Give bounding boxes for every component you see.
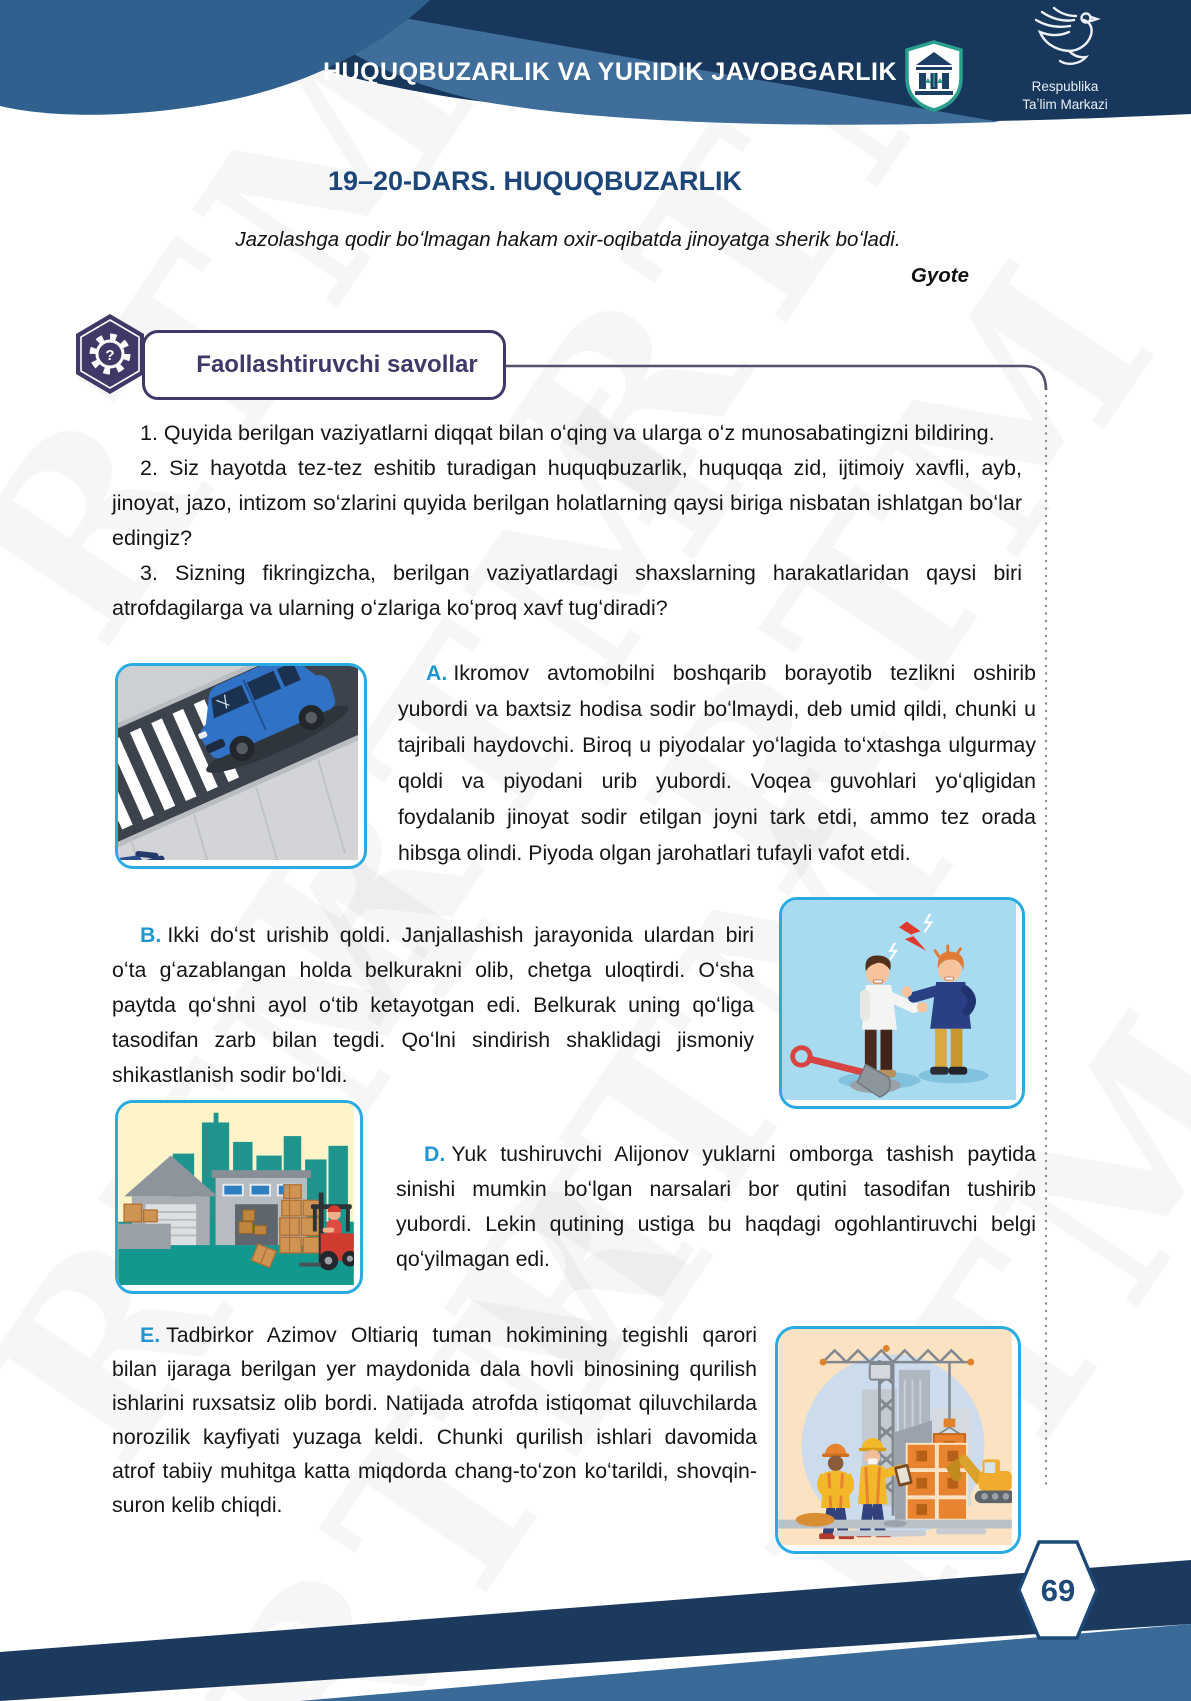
activator-questions (112, 416, 1022, 626)
case-e-label: E. (140, 1323, 161, 1347)
question-2: 2. Siz hayotda tez-tez eshitib turadigan huquqbuzarlik, huquqqa zid, ijtimoiy xavfli, ayb, jinoyat, jazo, intizom soʻzlarini quyida berilgan holatlarning qaysi biriga nisbatan ishlatgan boʻlar edingiz? (112, 456, 1022, 550)
illustration-warehouse (115, 1100, 363, 1294)
case-a-body: Ikromov avtomobilni boshqarib borayotib tezlikni oshirib yubordi va baxtsiz hodisa sodir boʻlmaydi, deb umid qildi, chunki u tajribali haydovchi. Biroq u piyodalar yoʻlagida toʻxtashga ulgurmay qoldi va piyodani urib yubordi. Voqea guvohlari yoʻqligidan foydalanib jinoyat sodir etilgan joyni tark etdi, ammo tez orada hibsga olindi. Piyoda olgan jarohatlari tufayli vafot etdi. (398, 661, 1036, 865)
case-a-label: A. (426, 661, 448, 685)
footer-band (0, 1530, 1191, 1701)
case-b-body: Ikki doʻst urishib qoldi. Janjallashish jarayonida ulardan biri oʻta gʻazablangan holda belkurakni olib, chetga uloqtirdi. Oʻsha paytda qoʻshni ayol oʻtib ketayotgan edi. Belkurak uning qoʻliga tasodifan zarb bilan tegdi. Qoʻlni sindirish shaklidagi jismoniy shikastlanish sodir boʻldi. (112, 923, 754, 1087)
case-e-body: Tadbirkor Azimov Oltiariq tuman hokimining tegishli qarori bilan ijaraga berilgan yer maydonida dala hovli binosining qurilish ishlarini ruxsatsiz olib bordi. Natijada atrofda istiqomat qiluvchilarda norozilik kayfiyati yuzaga keldi. Chunki qurilish ishlari davomida atrof tabiiy muhitga katta miqdorda chang-toʻzon koʻtarildi, shovqin-suron kelib chiqdi. (112, 1323, 757, 1517)
lesson-title: 19–20-DARS. HUQUQBUZARLIK (327, 166, 743, 196)
case-a-text (398, 655, 1036, 871)
case-b-text (112, 918, 754, 1093)
shield-courthouse-icon (903, 40, 965, 117)
section-badge-label: Faollashtiruvchi savollar (196, 351, 478, 378)
illustration-car-accident (115, 663, 367, 869)
illustration-quarrel (779, 897, 1025, 1109)
page-number: 69 (1040, 1573, 1076, 1608)
question-3: 3. Sizning fikringizcha, berilgan vaziyatlardagi shaxslarning harakatlaridan qaysi biri atrofdagilarga va ularning oʻzlariga koʻproq xavf tugʻdiradi? (112, 561, 1022, 620)
epigraph-author: Gyote (910, 264, 969, 287)
illustration-construction (775, 1326, 1021, 1554)
case-d-body: Yuk tushiruvchi Alijonov yuklarni omborga tashish paytida sinishi mumkin boʻlgan narsalari bor qutini tasodifan tushirib yubordi. Lekin qutining ustiga bu haqdagi ogohlantiruvchi belgi qoʻyilmagan edi. (396, 1142, 1036, 1271)
logo-text-line2: Taʼlim Markazi (1022, 97, 1108, 112)
logo-text-line1: Respublika (1031, 79, 1099, 94)
case-b-label: B. (140, 923, 162, 947)
dove-logo-icon (1014, 6, 1106, 79)
case-e-text (112, 1318, 757, 1522)
question-1: 1. Quyida berilgan vaziyatlarni diqqat bilan oʻqing va ularga oʻz munosabatingizni bildiring. (140, 421, 995, 445)
section-badge (142, 330, 506, 400)
case-d-text (396, 1137, 1036, 1277)
case-d-label: D. (424, 1142, 446, 1166)
svg-text:?: ? (105, 347, 115, 364)
chapter-title: HUQUQBUZARLIK VA YURIDIK JAVOBGARLIK (322, 58, 898, 86)
epigraph-quote: Jazolashga qodir boʻlmagan hakam oxir-oqibatda jinoyatga sherik boʻladi. (235, 228, 901, 251)
gear-question-icon (76, 314, 144, 399)
